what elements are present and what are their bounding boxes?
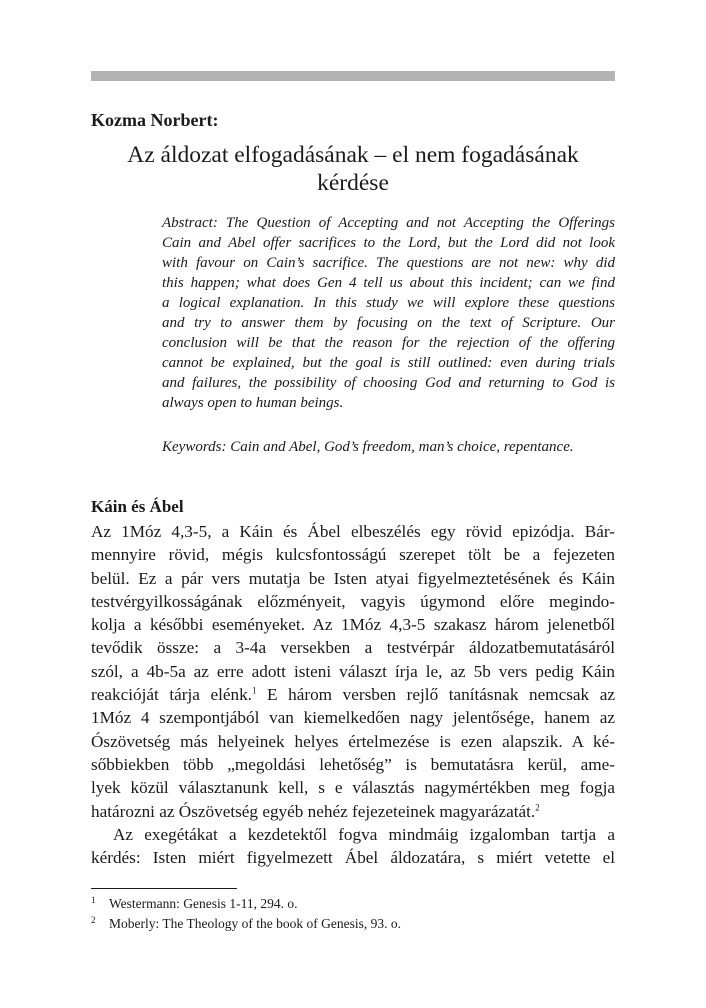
body-line: lyek közül választanunk kell, s e választás nagymértékben meg fogja: [91, 778, 615, 798]
abstract-line: a logical explanation. In this study we will explore these questions: [162, 295, 615, 311]
abstract-line: this happen; what does Gen 4 tell us about this incident; can we find: [162, 275, 615, 291]
body-line-text: reakcióját tárja elénk.: [91, 685, 252, 705]
footnote-text: Moberly: The Theology of the book of Genesis, 93. o.: [109, 916, 401, 931]
abstract-line: and try to answer them by focusing on the text of Scripture. Our: [162, 315, 615, 331]
abstract-line: and failures, the possibility of choosing God and returning to God is: [162, 375, 615, 391]
footnote: [91, 914, 615, 934]
body-line: belül. Ez a pár vers mutatja be Isten atyai figyelmeztetésének és Káin: [91, 568, 615, 588]
body-line-text: határozni az Ószövetség egyéb nehéz fejezeteinek magyarázatát.: [91, 801, 536, 821]
body-line: testvérgyilkosságának előzményeit, vagyis úgymond előre megindo-: [91, 591, 615, 611]
body-line: [91, 683, 615, 706]
keywords: Keywords: Cain and Abel, God’s freedom, man’s choice, repentance.: [162, 439, 574, 455]
body-line: kérdés: Isten miért figyelmezett Ábel áldozatára, s miért vetette el: [91, 848, 615, 868]
body-line: 1Móz 4 szempontjából van kiemelkedően nagy jelentősége, hanem az: [91, 708, 615, 728]
footnote-number: 2: [91, 915, 96, 925]
footnote-rule: [91, 888, 237, 889]
footnote-ref[interactable]: 2: [535, 801, 540, 812]
abstract-line: with favour on Cain’s sacrifice. The questions are not new: why did: [162, 255, 615, 271]
article-title: [91, 141, 615, 197]
footnote-text: Westermann: Genesis 1-11, 294. o.: [109, 896, 298, 911]
body-line: kolja a későbbi eseményeket. Az 1Móz 4,3-5 szakasz három jelenetből: [91, 615, 615, 635]
body-line: sőbbiekben több „megoldási lehetőség” is bemutatásra kerül, ame-: [91, 754, 615, 774]
footnote-number: 1: [91, 895, 96, 905]
abstract: [162, 213, 615, 413]
body-line: tevődik össze: a 3-4a versekben a testvérpár áldozatbemutatásáról: [91, 638, 615, 658]
section-heading: Káin és Ábel: [91, 497, 184, 516]
body-line: mennyire rövid, mégis kulcsfontosságú szerepet tölt be a fejezeten: [91, 545, 615, 565]
body-line: [91, 800, 615, 823]
body-line: Az 1Móz 4,3-5, a Káin és Ábel elbeszélés egy rövid epizódja. Bár-: [91, 522, 615, 541]
abstract-line: Abstract: The Question of Accepting and not Accepting the Offerings: [162, 215, 615, 231]
header-rule: [91, 71, 615, 81]
body-line: szól, a 4b-5a az erre adott isteni választ írja le, az 5b vers pedig Káin: [91, 661, 615, 681]
footnote-ref[interactable]: 1: [251, 685, 257, 696]
abstract-line: conclusion will be that the reason for the rejection of the offering: [162, 335, 615, 351]
body-line: Az exegétákat a kezdetektől fogva mindmáig izgalomban tartja a: [113, 824, 615, 844]
abstract-line: cannot be explained, but the goal is still outlined: even during trials: [162, 355, 615, 371]
body-text: [91, 520, 615, 869]
footnote: [91, 894, 615, 914]
abstract-line: always open to human beings.: [162, 395, 344, 411]
body-line: Ószövetség más helyeinek helyes értelmezése is ezen alapszik. A ké-: [91, 731, 615, 751]
footnotes: [91, 894, 615, 934]
title-line: kérdése: [317, 170, 389, 196]
body-line-text: E három versben rejlő tanításnak nemcsak az: [256, 685, 615, 705]
title-line: Az áldozat elfogadásának – el nem fogadásának: [127, 142, 579, 168]
abstract-line: Cain and Abel offer sacrifices to the Lord, but the Lord did not look: [162, 235, 615, 251]
author-name: Kozma Norbert:: [91, 110, 219, 130]
